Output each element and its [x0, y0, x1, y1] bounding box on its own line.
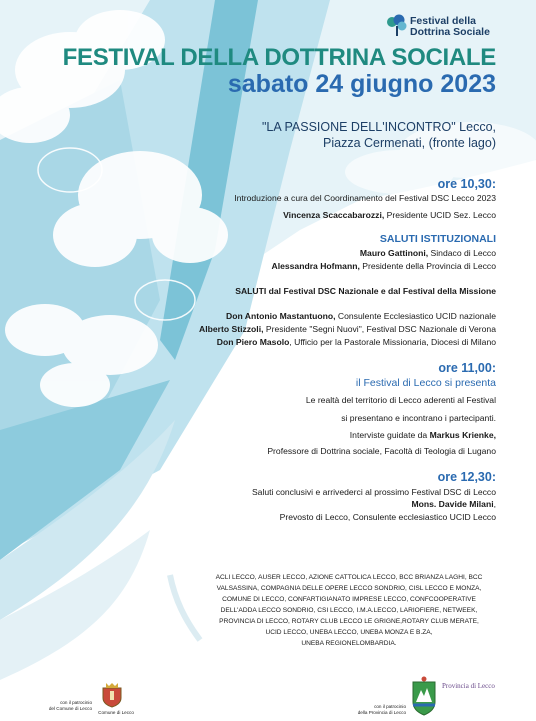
speaker-name: Don Piero Masolo	[216, 337, 290, 347]
session-1230-line-2	[411, 499, 496, 510]
provincia-patronage-text	[340, 704, 406, 716]
speaker-role: Presidente della Provincia di Lecco	[359, 261, 496, 271]
saluti-speaker-2	[271, 261, 496, 272]
logo-line-2: Dottrina Sociale	[410, 26, 490, 38]
associations-line: UNEBA REGIONELOMBARDIA.	[301, 640, 397, 647]
speaker-role: Presidente "Segni Nuovi", Festival DSC Nazionale di Verona	[263, 324, 496, 334]
national-speaker-3	[217, 337, 496, 348]
festival-title: FESTIVAL DELLA DOTTRINA SOCIALE	[62, 44, 496, 71]
session-1030-intro: Introduzione a cura del Coordinamento del Festival DSC Lecco 2023	[234, 193, 496, 203]
patronage-line-2: della Provincia di Lecco	[357, 710, 406, 715]
provincia-crest-icon	[410, 676, 438, 716]
speaker-role: Presidente UCID Sez. Lecco	[384, 210, 496, 220]
comune-patronage-text	[30, 700, 92, 712]
session-1230-line-3: Prevosto di Lecco, Consulente ecclesiastico UCID Lecco	[279, 512, 496, 522]
session-1230-line-1: Saluti conclusivi e arrivederci al prossimo Festival DSC di Lecco	[251, 487, 496, 497]
speaker-name: Don Antonio Mastantuono,	[226, 311, 336, 321]
session-1100-line-3	[350, 430, 496, 441]
patronage-line-1: con il patrocinio	[60, 700, 92, 705]
venue-line-2: Piazza Cermenati, (fronte lago)	[323, 136, 496, 150]
speaker-name: Mons. Davide Milani	[411, 499, 494, 509]
speaker-name: Vincenza Scaccabarozzi,	[283, 210, 385, 220]
speaker-name: Markus Krienke,	[429, 430, 496, 440]
associations-line: COMUNE DI LECCO, CONFARTIGIANATO IMPRESE LECCO, CONFCOOPERATIVE	[222, 596, 476, 603]
session-1030-speaker	[283, 210, 496, 221]
interview-intro: Interviste guidate da	[349, 430, 430, 440]
saluti-heading: SALUTI ISTITUZIONALI	[379, 233, 496, 245]
provincia-label: Provincia di Lecco	[442, 682, 495, 690]
name-suffix: ,	[493, 499, 496, 509]
speaker-role: , Ufficio per la Pastorale Missionaria, Diocesi di Milano	[289, 337, 496, 347]
session-time-1030: ore 10,30:	[437, 177, 496, 191]
associations-line: PROVINCIA DI LECCO, ROTARY CLUB LECCO LE GRIGNE,ROTARY CLUB MERATE,	[219, 618, 479, 625]
associations-line: DELL'ADDA LECCO SONDRIO, CSI LECCO, I.M.A.LECCO, LARIOFIERE, NETWEEK,	[220, 607, 478, 614]
speaker-name: Alessandra Hofmann,	[271, 261, 360, 271]
event-date: sabato 24 giugno 2023	[227, 70, 496, 98]
session-1100-line-1: Le realtà del territorio di Lecco aderenti al Festival	[305, 395, 496, 405]
speaker-name: Alberto Stizzoli,	[199, 324, 264, 334]
national-speaker-2	[199, 324, 496, 335]
associations-line: ACLI LECCO, AUSER LECCO, AZIONE CATTOLICA LECCO, BCC BRIANZA LAGHI, BCC	[215, 574, 483, 581]
logo-line-1: Festival della	[410, 15, 476, 27]
session-time-1100: ore 11,00:	[438, 361, 496, 375]
session-1100-line-2: si presentano e incontrano i partecipanti.	[341, 413, 496, 423]
speaker-role: Sindaco di Lecco	[428, 248, 496, 258]
speaker-name: Mauro Gattinoni,	[359, 248, 429, 258]
session-1100-line-4: Professore di Dottrina sociale, Facoltà di Teologia di Lugano	[267, 446, 496, 456]
festival-tree-icon	[386, 14, 408, 38]
associations-line: VALSASSINA, COMPAGNIA DELLE OPERE LECCO SONDRIO, CISL LECCO E MONZA,	[216, 585, 482, 592]
comune-caption: Comune di Lecco	[98, 710, 134, 715]
speaker-role: Consulente Ecclesiastico UCID nazionale	[335, 311, 496, 321]
associations-line: UCID LECCO, UNEBA LECCO, UNEBA MONZA E B.ZA,	[265, 629, 433, 636]
venue-line-1: "LA PASSIONE DELL'INCONTRO" Lecco,	[261, 120, 496, 134]
session-time-1230: ore 12,30:	[437, 470, 496, 484]
comune-crest-icon	[101, 682, 123, 708]
national-greetings-heading: SALUTI dal Festival DSC Nazionale e dal Festival della Missione	[235, 286, 496, 296]
saluti-speaker-1	[360, 248, 496, 259]
patronage-line-1: con il patrocinio	[374, 704, 406, 709]
logo-wordmark	[410, 16, 490, 38]
patronage-line-2: del Comune di Lecco	[48, 706, 92, 711]
national-speaker-1	[226, 311, 496, 322]
associations-list	[196, 572, 502, 649]
session-1100-heading: il Festival di Lecco si presenta	[355, 377, 496, 389]
festival-logo	[386, 14, 496, 40]
